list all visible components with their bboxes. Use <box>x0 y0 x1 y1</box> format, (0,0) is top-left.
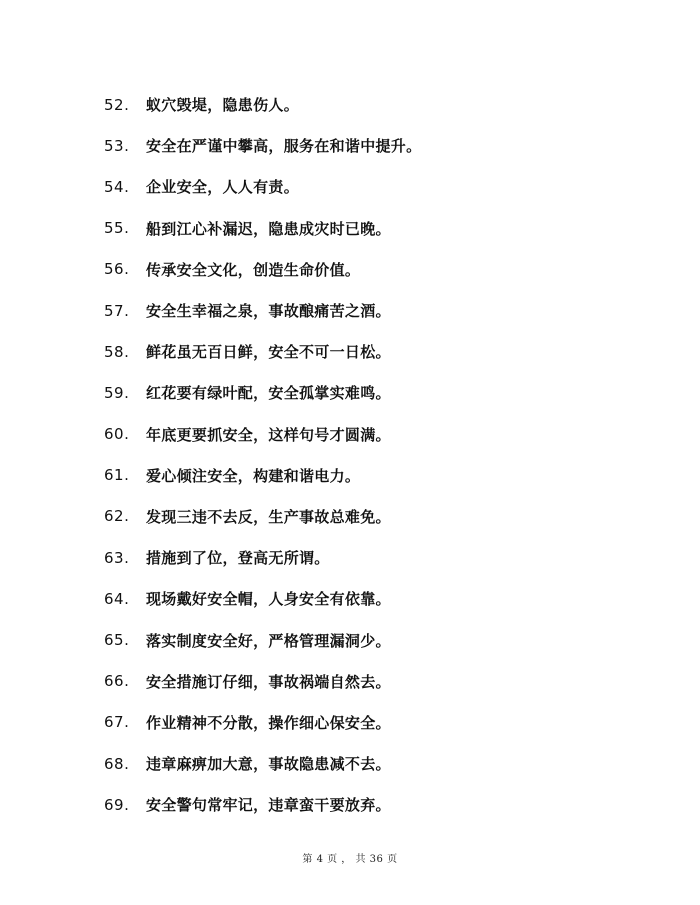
list-item <box>104 784 421 825</box>
item-text: 措施到了位，登高无所谓。 <box>146 549 330 568</box>
list-item <box>104 372 421 413</box>
item-text: 安全生幸福之泉，事故酿痛苦之酒。 <box>146 302 391 321</box>
item-text: 安全警句常牢记，违章蛮干要放弃。 <box>146 796 391 815</box>
item-number: 59. <box>104 383 130 402</box>
list-item <box>104 84 421 125</box>
slogan-list <box>104 84 421 825</box>
list-item <box>104 578 421 619</box>
item-text: 落实制度安全好，严格管理漏洞少。 <box>146 631 391 650</box>
item-text: 安全措施订仔细，事故祸端自然去。 <box>146 672 391 691</box>
item-number: 67. <box>104 713 130 732</box>
item-number: 57. <box>104 301 130 320</box>
list-item <box>104 249 421 290</box>
item-number: 55. <box>104 219 130 238</box>
list-item <box>104 125 421 166</box>
item-text: 红花要有绿叶配，安全孤掌实难鸣。 <box>146 384 391 403</box>
item-number: 58. <box>104 342 130 361</box>
item-text: 现场戴好安全帽，人身安全有依靠。 <box>146 590 391 609</box>
page-footer: 第 4 页 ， 共 36 页 <box>302 854 398 865</box>
item-text: 蚁穴毁堤，隐患伤人。 <box>146 96 300 115</box>
list-item <box>104 331 421 372</box>
list-item <box>104 537 421 578</box>
item-text: 船到江心补漏迟，隐患成灾时已晚。 <box>146 219 391 238</box>
list-item <box>104 290 421 331</box>
list-item <box>104 208 421 249</box>
item-number: 68. <box>104 754 130 773</box>
item-number: 61. <box>104 466 130 485</box>
item-number: 52. <box>104 95 130 114</box>
list-item <box>104 496 421 537</box>
list-item <box>104 166 421 207</box>
item-text: 作业精神不分散，操作细心保安全。 <box>146 713 391 732</box>
list-item <box>104 702 421 743</box>
item-number: 62. <box>104 507 130 526</box>
list-item <box>104 661 421 702</box>
list-item <box>104 619 421 660</box>
list-item <box>104 414 421 455</box>
item-text: 发现三违不去反，生产事故总难免。 <box>146 507 391 526</box>
item-text: 违章麻痹加大意，事故隐患减不去。 <box>146 755 391 774</box>
list-item <box>104 455 421 496</box>
item-text: 年底更要抓安全，这样句号才圆满。 <box>146 425 391 444</box>
item-number: 63. <box>104 548 130 567</box>
item-number: 64. <box>104 589 130 608</box>
item-number: 60. <box>104 425 130 444</box>
item-number: 53. <box>104 136 130 155</box>
item-number: 66. <box>104 672 130 691</box>
item-number: 56. <box>104 260 130 279</box>
item-text: 安全在严谨中攀高，服务在和谐中提升。 <box>146 137 422 156</box>
item-number: 69. <box>104 795 130 814</box>
item-text: 企业安全，人人有责。 <box>146 178 300 197</box>
item-text: 爱心倾注安全，构建和谐电力。 <box>146 466 361 485</box>
list-item <box>104 743 421 784</box>
item-text: 鲜花虽无百日鲜，安全不可一日松。 <box>146 343 391 362</box>
item-text: 传承安全文化，创造生命价值。 <box>146 260 361 279</box>
item-number: 65. <box>104 631 130 650</box>
item-number: 54. <box>104 177 130 196</box>
